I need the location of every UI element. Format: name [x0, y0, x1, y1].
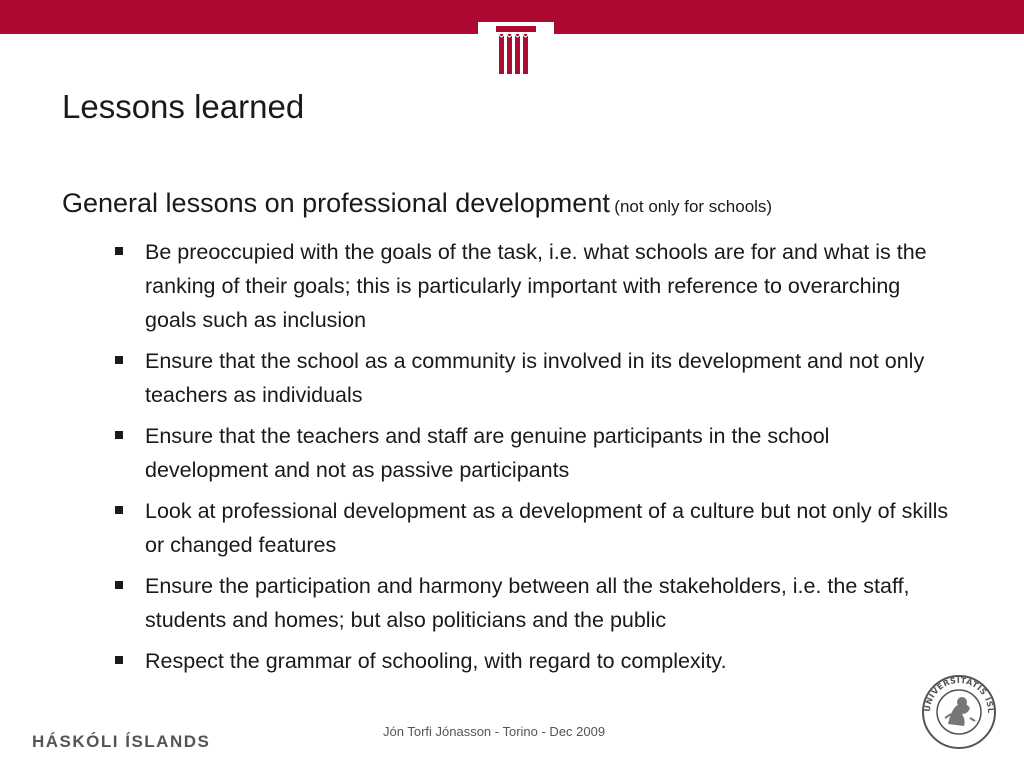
square-bullet-icon: [115, 247, 123, 255]
square-bullet-icon: [115, 656, 123, 664]
bullet-item: [112, 344, 952, 412]
bullet-item: [112, 494, 952, 562]
bullet-item: [112, 569, 952, 637]
bullet-item: [112, 644, 952, 678]
university-logo-icon: [478, 22, 554, 78]
slide-title: Lessons learned: [62, 88, 305, 125]
bullet-text: Ensure the participation and harmony between all the stakeholders, i.e. the staff, students and homes; but also politicians and the public: [145, 574, 910, 632]
bullet-text: Ensure that the school as a community is involved in its development and not only teachers as individuals: [145, 349, 925, 407]
section-heading-main: General lessons on professional development: [62, 188, 610, 218]
bullet-list: [112, 235, 952, 685]
bullet-text: Respect the grammar of schooling, with regard to complexity.: [145, 649, 727, 673]
bullet-text: Look at professional development as a development of a culture but not only of skills or changed features: [145, 499, 949, 557]
square-bullet-icon: [115, 431, 123, 439]
university-seal-icon: [920, 668, 998, 752]
bullet-text: Ensure that the teachers and staff are genuine participants in the school development and not as passive participants: [145, 424, 830, 482]
bullet-item: [112, 419, 952, 487]
footer-author-line: Jón Torfi Jónasson - Torino - Dec 2009: [383, 724, 606, 739]
bullet-text: Be preoccupied with the goals of the task, i.e. what schools are for and what is the ranking of their goals; this is particularly important with reference to overarching goals such as inclusion: [145, 240, 927, 332]
square-bullet-icon: [115, 506, 123, 514]
section-heading-note: (not only for schools): [614, 197, 773, 216]
university-name: HÁSKÓLI ÍSLANDS: [32, 732, 211, 751]
bullet-item: [112, 235, 952, 337]
section-heading: [62, 188, 772, 219]
square-bullet-icon: [115, 581, 123, 589]
svg-text:UNIVERSITATIS ISLANDIAE: UNIVERSITATIS ISL: [922, 675, 996, 714]
square-bullet-icon: [115, 356, 123, 364]
